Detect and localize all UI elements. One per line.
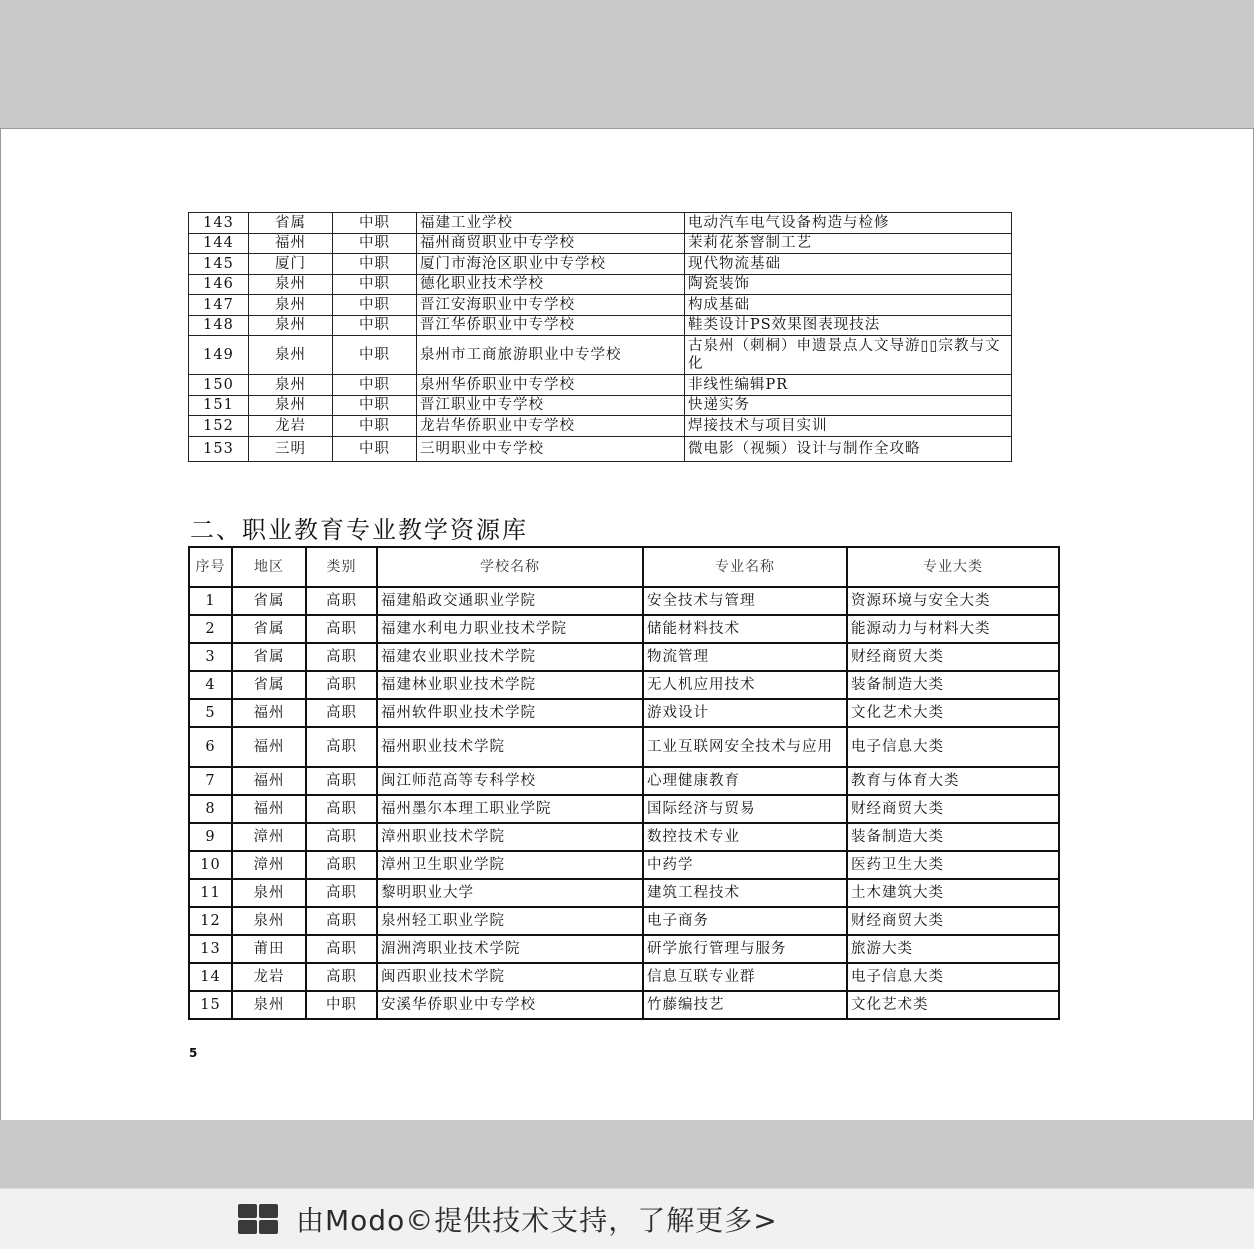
cell-region: 福州 xyxy=(232,727,306,767)
cell-category: 财经商贸大类 xyxy=(847,907,1059,935)
table-row xyxy=(189,336,1012,375)
table-row xyxy=(189,274,1012,295)
cell-index: 15 xyxy=(189,991,232,1019)
cell-course: 焊接技术与项目实训 xyxy=(685,416,1012,437)
table-row xyxy=(189,375,1012,396)
section-heading: 二、职业教育专业教学资源库 xyxy=(190,516,528,544)
cell-region: 龙岩 xyxy=(249,416,333,437)
cell-category: 电子信息大类 xyxy=(847,963,1059,991)
modo-footer-banner[interactable] xyxy=(0,1188,1254,1249)
cell-type: 中职 xyxy=(333,375,417,396)
cell-region: 福州 xyxy=(232,795,306,823)
cell-category: 资源环境与安全大类 xyxy=(847,587,1059,615)
table-row xyxy=(189,587,1059,615)
cell-region: 泉州 xyxy=(232,991,306,1019)
cell-index: 152 xyxy=(189,416,249,437)
cell-region: 莆田 xyxy=(232,935,306,963)
cell-region: 泉州 xyxy=(249,274,333,295)
cell-category: 装备制造大类 xyxy=(847,671,1059,699)
cell-major: 研学旅行管理与服务 xyxy=(643,935,847,963)
cell-index: 6 xyxy=(189,727,232,767)
footer-text: 由Modo©提供技术支持，了解更多> xyxy=(296,1204,778,1237)
cell-major: 信息互联专业群 xyxy=(643,963,847,991)
cell-school: 三明职业中专学校 xyxy=(417,436,685,461)
cell-region: 省属 xyxy=(249,213,333,234)
table-row xyxy=(189,795,1059,823)
cell-region: 泉州 xyxy=(249,336,333,375)
cell-category: 文化艺术类 xyxy=(847,991,1059,1019)
header-major: 专业名称 xyxy=(643,547,847,587)
cell-school: 福建船政交通职业学院 xyxy=(377,587,643,615)
cell-school: 泉州市工商旅游职业中专学校 xyxy=(417,336,685,375)
cell-type: 中职 xyxy=(333,254,417,275)
table-row xyxy=(189,213,1012,234)
cell-region: 泉州 xyxy=(232,879,306,907)
cell-school: 泉州华侨职业中专学校 xyxy=(417,375,685,396)
cell-region: 省属 xyxy=(232,587,306,615)
cell-type: 中职 xyxy=(333,274,417,295)
cell-category: 财经商贸大类 xyxy=(847,795,1059,823)
header-region: 地区 xyxy=(232,547,306,587)
cell-index: 9 xyxy=(189,823,232,851)
cell-major: 物流管理 xyxy=(643,643,847,671)
cell-region: 泉州 xyxy=(249,395,333,416)
cell-index: 145 xyxy=(189,254,249,275)
cell-school: 福建林业职业技术学院 xyxy=(377,671,643,699)
table-row xyxy=(189,935,1059,963)
cell-index: 149 xyxy=(189,336,249,375)
cell-major: 安全技术与管理 xyxy=(643,587,847,615)
header-index: 序号 xyxy=(189,547,232,587)
cell-type: 高职 xyxy=(306,879,377,907)
cell-major: 无人机应用技术 xyxy=(643,671,847,699)
cell-school: 福州墨尔本理工职业学院 xyxy=(377,795,643,823)
table-row xyxy=(189,699,1059,727)
cell-category: 装备制造大类 xyxy=(847,823,1059,851)
header-type: 类别 xyxy=(306,547,377,587)
table-row xyxy=(189,615,1059,643)
table-row xyxy=(189,907,1059,935)
cell-index: 11 xyxy=(189,879,232,907)
cell-major: 游戏设计 xyxy=(643,699,847,727)
cell-index: 7 xyxy=(189,767,232,795)
cell-index: 4 xyxy=(189,671,232,699)
cell-course: 快递实务 xyxy=(685,395,1012,416)
cell-index: 143 xyxy=(189,213,249,234)
cell-index: 10 xyxy=(189,851,232,879)
cell-region: 漳州 xyxy=(232,823,306,851)
cell-type: 高职 xyxy=(306,671,377,699)
cell-index: 8 xyxy=(189,795,232,823)
cell-major: 国际经济与贸易 xyxy=(643,795,847,823)
cell-school: 晋江安海职业中专学校 xyxy=(417,295,685,316)
cell-school: 晋江华侨职业中专学校 xyxy=(417,315,685,336)
cell-type: 高职 xyxy=(306,767,377,795)
cell-type: 高职 xyxy=(306,727,377,767)
cell-index: 5 xyxy=(189,699,232,727)
cell-index: 144 xyxy=(189,233,249,254)
cell-region: 省属 xyxy=(232,643,306,671)
cell-school: 泉州轻工职业学院 xyxy=(377,907,643,935)
table-row xyxy=(189,643,1059,671)
cell-type: 中职 xyxy=(333,213,417,234)
footer-link[interactable] xyxy=(238,1189,778,1249)
table-row xyxy=(189,851,1059,879)
cell-school: 福州软件职业技术学院 xyxy=(377,699,643,727)
header-school: 学校名称 xyxy=(377,547,643,587)
cell-major: 工业互联网安全技术与应用 xyxy=(643,727,847,767)
table-row xyxy=(189,823,1059,851)
cell-category: 旅游大类 xyxy=(847,935,1059,963)
cell-category: 土木建筑大类 xyxy=(847,879,1059,907)
cell-school: 厦门市海沧区职业中专学校 xyxy=(417,254,685,275)
cell-school: 黎明职业大学 xyxy=(377,879,643,907)
cell-category: 文化艺术大类 xyxy=(847,699,1059,727)
cell-index: 1 xyxy=(189,587,232,615)
cell-type: 中职 xyxy=(333,416,417,437)
cell-type: 高职 xyxy=(306,699,377,727)
cell-type: 中职 xyxy=(333,295,417,316)
cell-type: 高职 xyxy=(306,587,377,615)
table-header-row xyxy=(189,547,1059,587)
cell-region: 福州 xyxy=(249,233,333,254)
table-row xyxy=(189,254,1012,275)
cell-index: 147 xyxy=(189,295,249,316)
cell-region: 福州 xyxy=(232,767,306,795)
table-row xyxy=(189,963,1059,991)
cell-index: 153 xyxy=(189,436,249,461)
cell-region: 三明 xyxy=(249,436,333,461)
cell-index: 12 xyxy=(189,907,232,935)
cell-region: 厦门 xyxy=(249,254,333,275)
cell-major: 电子商务 xyxy=(643,907,847,935)
cell-type: 中职 xyxy=(333,436,417,461)
cell-school: 福州职业技术学院 xyxy=(377,727,643,767)
table-row xyxy=(189,671,1059,699)
cell-course: 现代物流基础 xyxy=(685,254,1012,275)
cell-index: 151 xyxy=(189,395,249,416)
viewer-bottom-margin xyxy=(0,1120,1254,1188)
cell-major: 储能材料技术 xyxy=(643,615,847,643)
resource-library-table xyxy=(188,546,1060,1020)
cell-school: 龙岩华侨职业中专学校 xyxy=(417,416,685,437)
cell-region: 泉州 xyxy=(232,907,306,935)
cell-type: 高职 xyxy=(306,643,377,671)
cell-category: 能源动力与材料大类 xyxy=(847,615,1059,643)
cell-major: 竹藤编技艺 xyxy=(643,991,847,1019)
cell-region: 泉州 xyxy=(249,315,333,336)
table-row xyxy=(189,879,1059,907)
cell-school: 福建农业职业技术学院 xyxy=(377,643,643,671)
cell-school: 漳州职业技术学院 xyxy=(377,823,643,851)
cell-course: 陶瓷装饰 xyxy=(685,274,1012,295)
cell-region: 泉州 xyxy=(249,375,333,396)
table-row xyxy=(189,395,1012,416)
cell-school: 安溪华侨职业中专学校 xyxy=(377,991,643,1019)
cell-school: 闽西职业技术学院 xyxy=(377,963,643,991)
table-row xyxy=(189,315,1012,336)
cell-course: 构成基础 xyxy=(685,295,1012,316)
modo-logo-icon xyxy=(238,1204,278,1234)
cell-type: 高职 xyxy=(306,615,377,643)
school-course-table xyxy=(188,212,1012,462)
cell-type: 高职 xyxy=(306,795,377,823)
cell-school: 福建工业学校 xyxy=(417,213,685,234)
cell-type: 中职 xyxy=(333,233,417,254)
cell-region: 龙岩 xyxy=(232,963,306,991)
viewer-top-margin xyxy=(0,0,1254,128)
cell-course: 非线性编辑PR xyxy=(685,375,1012,396)
cell-index: 148 xyxy=(189,315,249,336)
cell-region: 福州 xyxy=(232,699,306,727)
header-category: 专业大类 xyxy=(847,547,1059,587)
cell-index: 146 xyxy=(189,274,249,295)
cell-major: 中药学 xyxy=(643,851,847,879)
cell-region: 泉州 xyxy=(249,295,333,316)
cell-index: 150 xyxy=(189,375,249,396)
cell-type: 中职 xyxy=(333,395,417,416)
cell-course: 茉莉花茶窨制工艺 xyxy=(685,233,1012,254)
table-row xyxy=(189,233,1012,254)
cell-index: 2 xyxy=(189,615,232,643)
cell-course: 鞋类设计PS效果图表现技法 xyxy=(685,315,1012,336)
cell-major: 心理健康教育 xyxy=(643,767,847,795)
cell-type: 中职 xyxy=(333,336,417,375)
cell-school: 闽江师范高等专科学校 xyxy=(377,767,643,795)
cell-school: 湄洲湾职业技术学院 xyxy=(377,935,643,963)
cell-type: 高职 xyxy=(306,963,377,991)
cell-index: 13 xyxy=(189,935,232,963)
cell-course: 古泉州（刺桐）申遗景点人文导游▯▯宗教与文化 xyxy=(685,336,1012,375)
cell-region: 漳州 xyxy=(232,851,306,879)
cell-index: 3 xyxy=(189,643,232,671)
cell-type: 中职 xyxy=(306,991,377,1019)
cell-index: 14 xyxy=(189,963,232,991)
page-number: 5 xyxy=(189,1046,198,1060)
cell-category: 电子信息大类 xyxy=(847,727,1059,767)
cell-major: 数控技术专业 xyxy=(643,823,847,851)
cell-course: 电动汽车电气设备构造与检修 xyxy=(685,213,1012,234)
cell-type: 高职 xyxy=(306,935,377,963)
cell-school: 福州商贸职业中专学校 xyxy=(417,233,685,254)
table-row xyxy=(189,991,1059,1019)
cell-region: 省属 xyxy=(232,615,306,643)
cell-type: 中职 xyxy=(333,315,417,336)
cell-category: 教育与体育大类 xyxy=(847,767,1059,795)
cell-school: 漳州卫生职业学院 xyxy=(377,851,643,879)
cell-region: 省属 xyxy=(232,671,306,699)
cell-type: 高职 xyxy=(306,851,377,879)
table-row xyxy=(189,416,1012,437)
cell-school: 晋江职业中专学校 xyxy=(417,395,685,416)
cell-category: 医药卫生大类 xyxy=(847,851,1059,879)
cell-major: 建筑工程技术 xyxy=(643,879,847,907)
cell-type: 高职 xyxy=(306,907,377,935)
cell-school: 德化职业技术学校 xyxy=(417,274,685,295)
cell-category: 财经商贸大类 xyxy=(847,643,1059,671)
cell-type: 高职 xyxy=(306,823,377,851)
cell-school: 福建水利电力职业技术学院 xyxy=(377,615,643,643)
table-row xyxy=(189,727,1059,767)
cell-course: 微电影（视频）设计与制作全攻略 xyxy=(685,436,1012,461)
table-row xyxy=(189,436,1012,461)
table-row xyxy=(189,295,1012,316)
table-row xyxy=(189,767,1059,795)
